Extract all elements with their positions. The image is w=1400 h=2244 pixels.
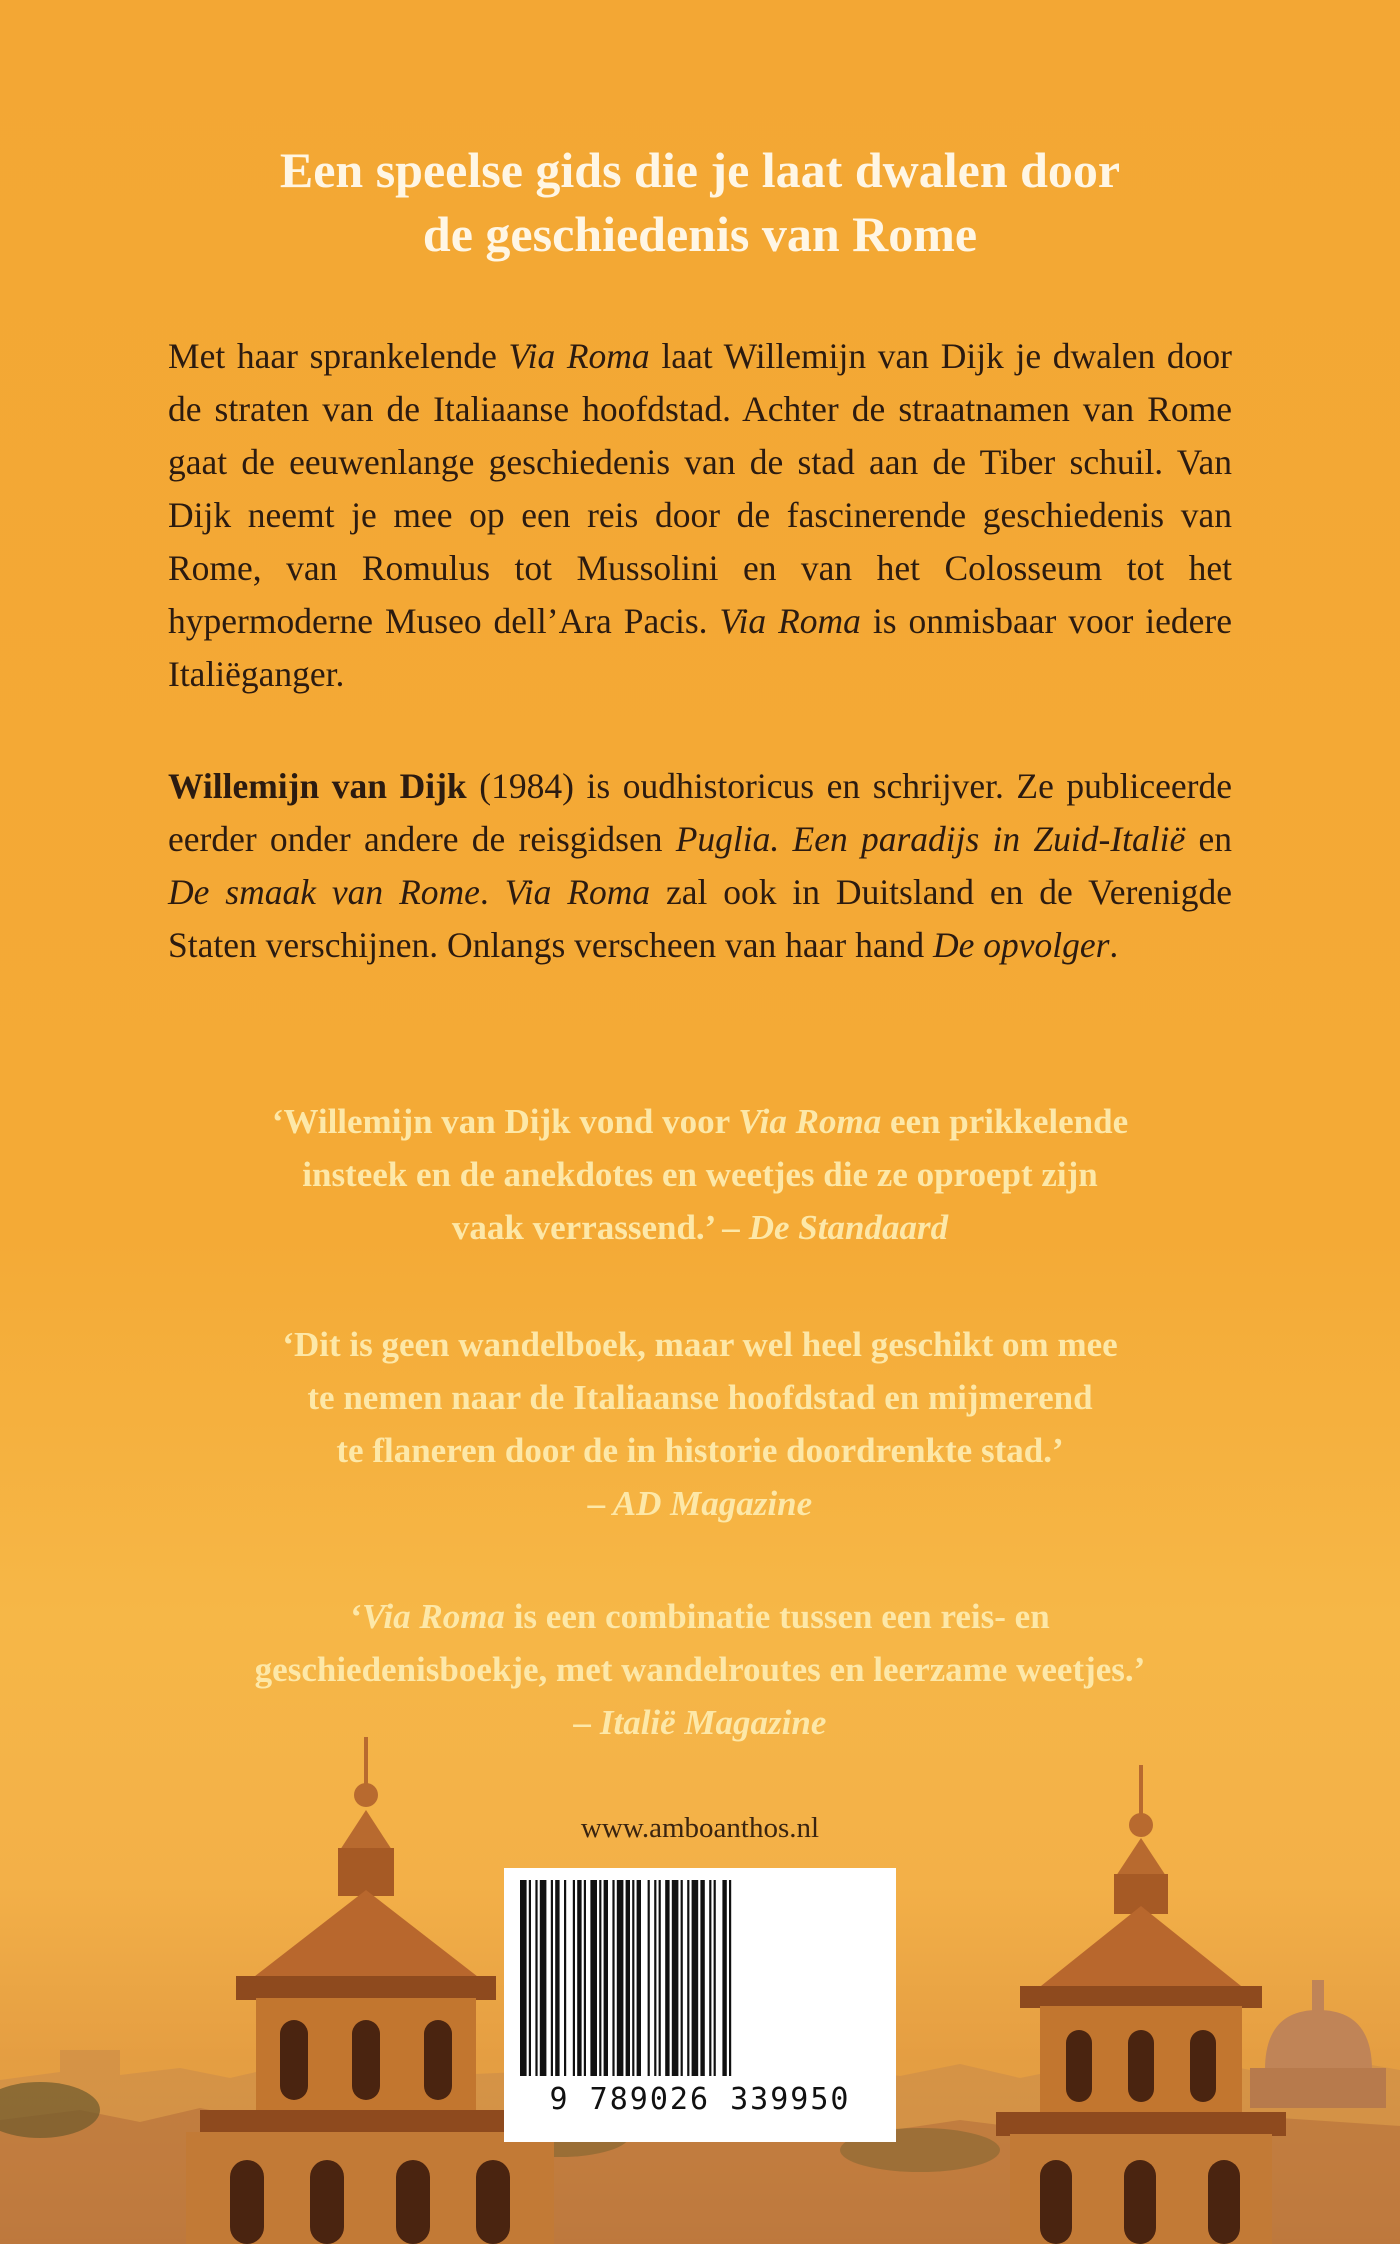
bio-text: en bbox=[1185, 819, 1232, 859]
headline bbox=[120, 138, 1280, 266]
quote-text: te flaneren door de in historie doordrenkte stad.’ bbox=[336, 1431, 1064, 1470]
barcode-bar bbox=[709, 1880, 711, 2076]
headline-line-1: Een speelse gids die je laat dwalen door bbox=[279, 142, 1121, 198]
barcode-bar bbox=[590, 1880, 597, 2076]
barcode-bar bbox=[540, 1880, 547, 2076]
bio-text: . bbox=[479, 872, 505, 912]
quote-text: te nemen naar de Italiaanse hoofdstad en mijmerend bbox=[307, 1378, 1093, 1417]
barcode-bar bbox=[604, 1880, 608, 2076]
author-bio bbox=[168, 760, 1232, 972]
barcode-bar bbox=[637, 1880, 641, 2076]
quote-source: – De Standaard bbox=[722, 1208, 949, 1247]
barcode-bar bbox=[612, 1880, 614, 2076]
description-title: Via Roma bbox=[719, 601, 861, 641]
bio-book-title: Via Roma bbox=[504, 872, 651, 912]
barcode-bar bbox=[626, 1880, 630, 2076]
isbn-number: 9 789026 339950 bbox=[549, 2082, 851, 2117]
bio-book-title: De smaak van Rome bbox=[168, 872, 480, 912]
barcode-bar bbox=[577, 1880, 581, 2076]
barcode-bar bbox=[599, 1880, 601, 2076]
headline-line-2: de geschiedenis van Rome bbox=[422, 206, 978, 262]
barcode-bar bbox=[564, 1880, 566, 2076]
barcode-bar bbox=[520, 1880, 527, 2076]
bio-book-title: De opvolger bbox=[932, 925, 1110, 965]
quote-text: ‘Willemijn van Dijk vond voor bbox=[271, 1102, 739, 1141]
barcode-bar bbox=[617, 1880, 624, 2076]
barcode-bar bbox=[672, 1880, 679, 2076]
barcode-bar bbox=[692, 1880, 699, 2076]
description-text: is onmisbaar voor iedere Italiëganger. bbox=[168, 601, 1232, 694]
bio-text: (1984) is oudhistoricus en schrijver. Ze publiceerde eerder onder andere de reisgidsen bbox=[168, 766, 1233, 859]
quote-source: – Italië Magazine bbox=[573, 1703, 827, 1742]
quote-text: vaak verrassend.’ bbox=[451, 1208, 723, 1247]
barcode-bar bbox=[535, 1880, 537, 2076]
quote-text: ‘ bbox=[350, 1597, 362, 1636]
barcode-bar bbox=[632, 1880, 634, 2076]
barcode-bar bbox=[687, 1880, 689, 2076]
barcode-bar bbox=[665, 1880, 669, 2076]
barcode-bar bbox=[700, 1880, 704, 2076]
description-title: Via Roma bbox=[508, 336, 650, 376]
bio-book-title: Puglia. Een paradijs in Zuid-Italië bbox=[675, 819, 1186, 859]
bio-text: . bbox=[1109, 925, 1119, 965]
review-quote-1 bbox=[140, 1095, 1260, 1254]
barcode-bar bbox=[729, 1880, 731, 2076]
review-quote-3 bbox=[140, 1590, 1260, 1749]
quote-text: een prikkelende bbox=[881, 1102, 1129, 1141]
barcode-bar bbox=[551, 1880, 553, 2076]
barcode-bar bbox=[714, 1880, 716, 2076]
barcode-bar bbox=[681, 1880, 683, 2076]
barcode-bar bbox=[722, 1880, 726, 2076]
barcode-bar bbox=[648, 1880, 650, 2076]
quote-title: Via Roma bbox=[361, 1597, 505, 1636]
description-text: laat Willemijn van Dijk je dwalen door de straten van de Italiaanse hoofdstad. Achter de straatnamen van Rome gaat de eeuwenlange geschiedenis van de stad aan de Tiber schuil. Van Dijk neemt je mee op een reis door de fascinerende geschiedenis van Rome, van Romulus tot Mussolini en van het Colosseum tot het hypermoderne Museo dell’Ara Pacis. bbox=[168, 336, 1232, 641]
quote-title: Via Roma bbox=[738, 1102, 882, 1141]
barcode-bar bbox=[584, 1880, 586, 2076]
quote-text: ‘Dit is geen wandelboek, maar wel heel geschikt om mee bbox=[282, 1325, 1118, 1364]
book-description bbox=[168, 330, 1232, 701]
barcode-bar bbox=[555, 1880, 559, 2076]
quote-text: is een combinatie tussen een reis- en bbox=[504, 1597, 1050, 1636]
quote-text: geschiedenisboekje, met wandelroutes en leerzame weetjes.’ bbox=[254, 1650, 1146, 1689]
barcode-bars bbox=[504, 1868, 896, 2082]
quote-source: – AD Magazine bbox=[587, 1484, 813, 1523]
description-text: Met haar sprankelende bbox=[168, 336, 509, 376]
publisher-website[interactable]: www.amboanthos.nl bbox=[580, 1812, 820, 1844]
barcode-bar bbox=[654, 1880, 656, 2076]
barcode-bar bbox=[529, 1880, 531, 2076]
barcode-bar bbox=[659, 1880, 661, 2076]
quote-text: insteek en de anekdotes en weetjes die ze oproept zijn bbox=[302, 1155, 1098, 1194]
author-name: Willemijn van Dijk bbox=[168, 766, 467, 806]
review-quote-2 bbox=[140, 1318, 1260, 1530]
isbn-barcode bbox=[504, 1868, 896, 2142]
bio-text: zal ook in Duitsland en de Verenigde Staten verschijnen. Onlangs verscheen van haar hand bbox=[168, 872, 1232, 965]
barcode-bar bbox=[573, 1880, 575, 2076]
